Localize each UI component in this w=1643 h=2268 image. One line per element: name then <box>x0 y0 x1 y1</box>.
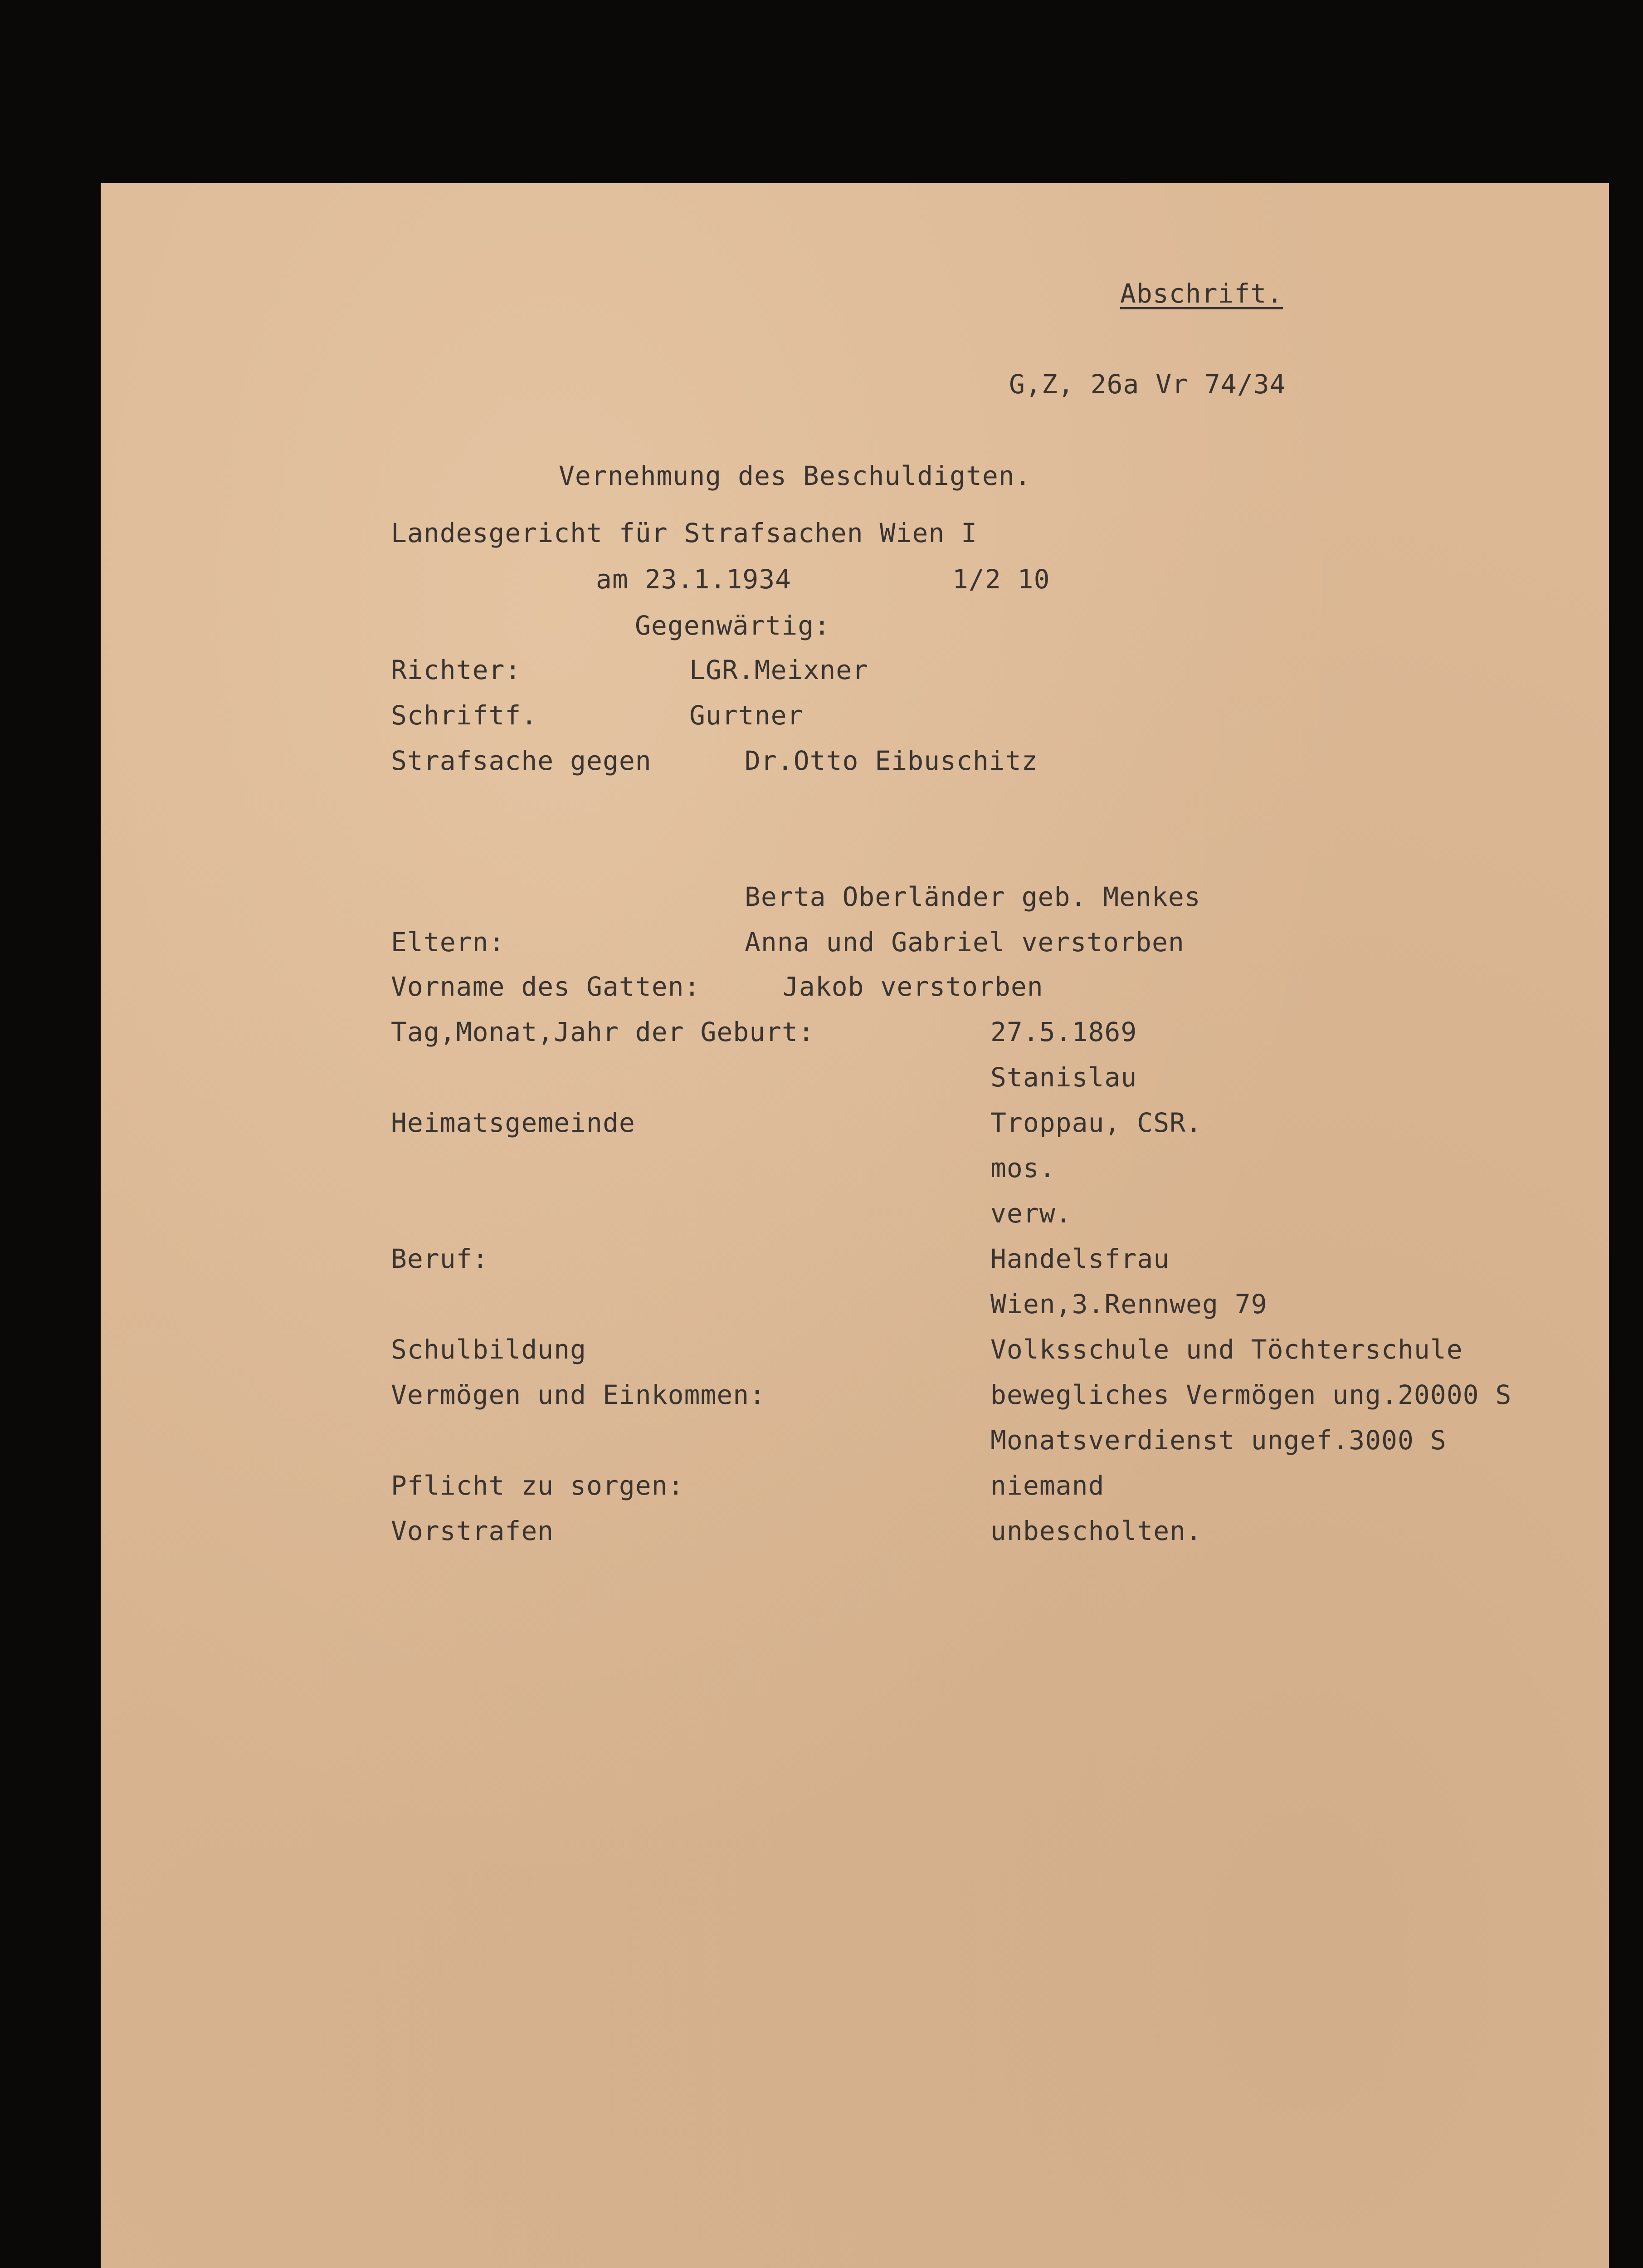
assets-label: Vermögen und Einkommen: <box>391 1379 766 1410</box>
record-value: unbescholten. <box>990 1515 1202 1546</box>
present-label: Gegenwärtig: <box>635 610 831 641</box>
record-label: Vorstrafen <box>391 1515 554 1546</box>
parents-label: Eltern: <box>391 927 505 958</box>
copy-mark: Abschrift. <box>1120 278 1283 309</box>
education-label: Schulbildung <box>391 1334 587 1365</box>
document-title: Vernehmung des Beschuldigten. <box>559 460 1031 491</box>
court-name: Landesgericht für Strafsachen Wien I <box>391 518 978 548</box>
file-number: G,Z, 26a Vr 74/34 <box>1009 369 1286 400</box>
assets-value: bewegliches Vermögen ung.20000 S <box>990 1379 1512 1410</box>
home-value: Troppau, CSR. <box>990 1107 1202 1138</box>
occupation-label: Beruf: <box>391 1243 489 1274</box>
judge-value: LGR.Meixner <box>689 655 869 685</box>
duty-label: Pflicht zu sorgen: <box>391 1470 684 1501</box>
clerk-value: Gurtner <box>689 700 804 731</box>
judge-label: Richter: <box>391 655 522 685</box>
occupation-value: Handelsfrau <box>990 1243 1170 1274</box>
person-name: Berta Oberländer geb. Menkes <box>745 881 1201 912</box>
spouse-value: Jakob verstorben <box>783 971 1043 1002</box>
duty-value: niemand <box>990 1470 1105 1501</box>
case-label: Strafsache gegen <box>391 745 652 776</box>
case-value: Dr.Otto Eibuschitz <box>745 745 1038 776</box>
parents-value: Anna und Gabriel verstorben <box>745 927 1185 958</box>
home-label: Heimatsgemeinde <box>391 1107 635 1138</box>
birth-value: 27.5.1869 <box>990 1017 1137 1047</box>
spouse-label: Vorname des Gatten: <box>391 971 701 1002</box>
document-page <box>101 183 1609 2268</box>
hearing-date: am 23.1.1934 <box>596 564 792 595</box>
education-value: Volksschule und Töchterschule <box>990 1334 1463 1365</box>
clerk-label: Schriftf. <box>391 700 538 731</box>
hearing-time: 1/2 10 <box>952 564 1050 595</box>
birth-label: Tag,Monat,Jahr der Geburt: <box>391 1017 814 1047</box>
birthplace-value: Stanislau <box>990 1062 1137 1093</box>
income-value: Monatsverdienst ungef.3000 S <box>990 1425 1447 1456</box>
status-value: verw. <box>990 1198 1072 1229</box>
religion-value: mos. <box>990 1153 1056 1183</box>
address-value: Wien,3.Rennweg 79 <box>990 1289 1268 1320</box>
